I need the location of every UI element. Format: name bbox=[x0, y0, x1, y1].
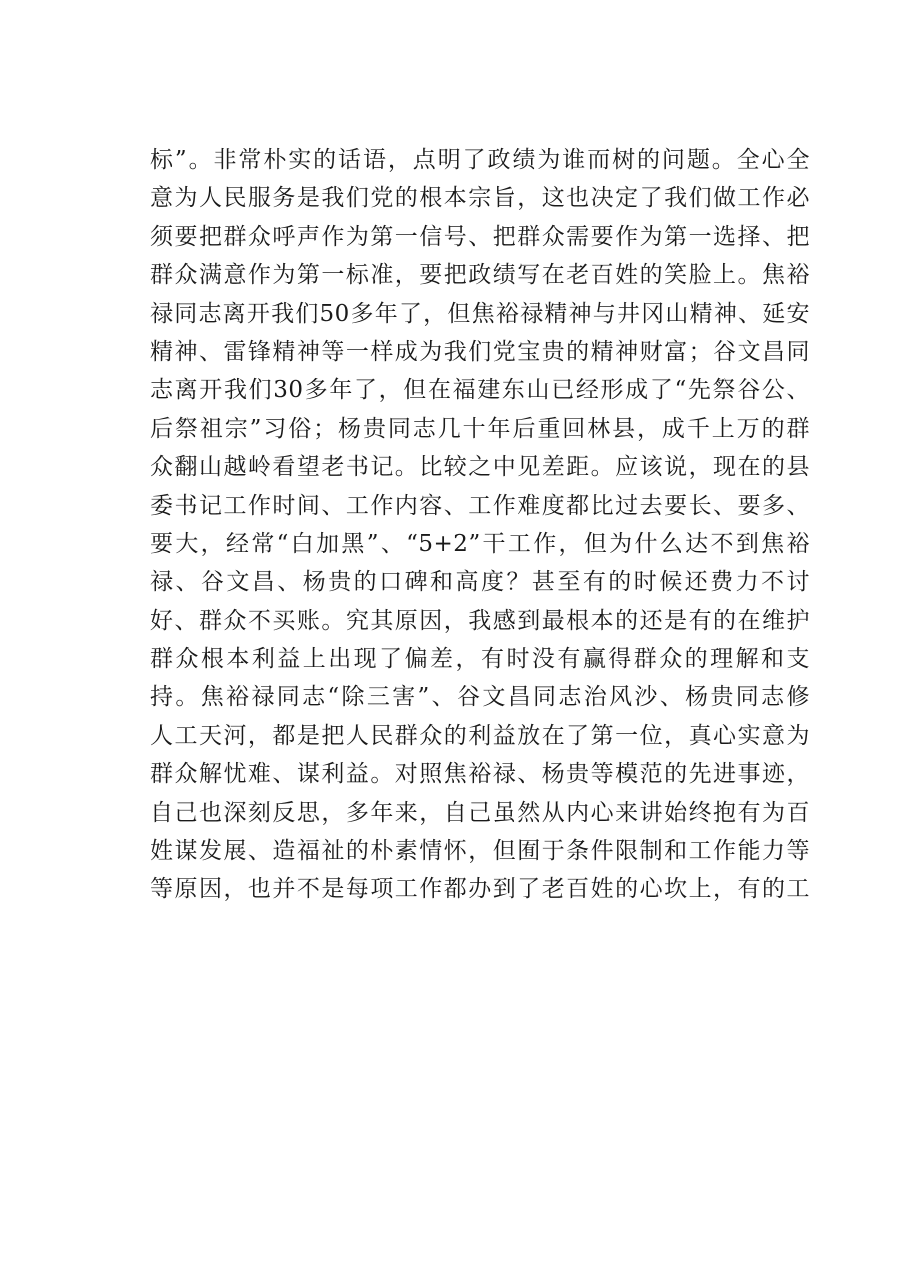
text-line: 等原因，也并不是每项工作都办到了老百姓的心坎上，有的工 bbox=[150, 876, 810, 903]
text-line: 精神、雷锋精神等一样成为我们党宝贵的精神财富；谷文昌同 bbox=[150, 338, 810, 365]
text-line: 禄同志离开我们50多年了，但焦裕禄精神与井冈山精神、延安 bbox=[150, 300, 810, 327]
text-line: 禄、谷文昌、杨贵的口碑和高度？甚至有的时候还费力不讨 bbox=[150, 569, 810, 596]
text-line: 意为人民服务是我们党的根本宗旨，这也决定了我们做工作必 bbox=[150, 185, 810, 212]
text-line: 须要把群众呼声作为第一信号、把群众需要作为第一选择、把 bbox=[150, 223, 810, 250]
text-line: 后祭祖宗”习俗；杨贵同志几十年后重回林县，成千上万的群 bbox=[150, 415, 810, 442]
text-line: 群众满意作为第一标准，要把政绩写在老百姓的笑脸上。焦裕 bbox=[150, 262, 810, 289]
text-line: 人工天河，都是把人民群众的利益放在了第一位，真心实意为 bbox=[150, 722, 810, 749]
text-line: 要大，经常“白加黑”、“5+2”干工作，但为什么达不到焦裕 bbox=[150, 530, 810, 557]
text-line: 持。焦裕禄同志“除三害”、谷文昌同志治风沙、杨贵同志修 bbox=[150, 684, 810, 711]
text-line: 好、群众不买账。究其原因，我感到最根本的还是有的在维护 bbox=[150, 607, 810, 634]
text-line: 姓谋发展、造福祉的朴素情怀，但囿于条件限制和工作能力等 bbox=[150, 838, 810, 865]
text-line: 众翻山越岭看望老书记。比较之中见差距。应该说，现在的县 bbox=[150, 454, 810, 481]
body-paragraph bbox=[150, 141, 810, 909]
text-line: 自己也深刻反思，多年来，自己虽然从内心来讲始终抱有为百 bbox=[150, 799, 810, 826]
text-line: 委书记工作时间、工作内容、工作难度都比过去要长、要多、 bbox=[150, 492, 810, 519]
text-line: 群众解忧难、谋利益。对照焦裕禄、杨贵等模范的先进事迹， bbox=[150, 761, 810, 788]
text-line: 群众根本利益上出现了偏差，有时没有赢得群众的理解和支 bbox=[150, 646, 810, 673]
text-line: 标”。非常朴实的话语，点明了政绩为谁而树的问题。全心全 bbox=[150, 147, 810, 173]
text-line: 志离开我们30多年了，但在福建东山已经形成了“先祭谷公、 bbox=[150, 377, 810, 404]
